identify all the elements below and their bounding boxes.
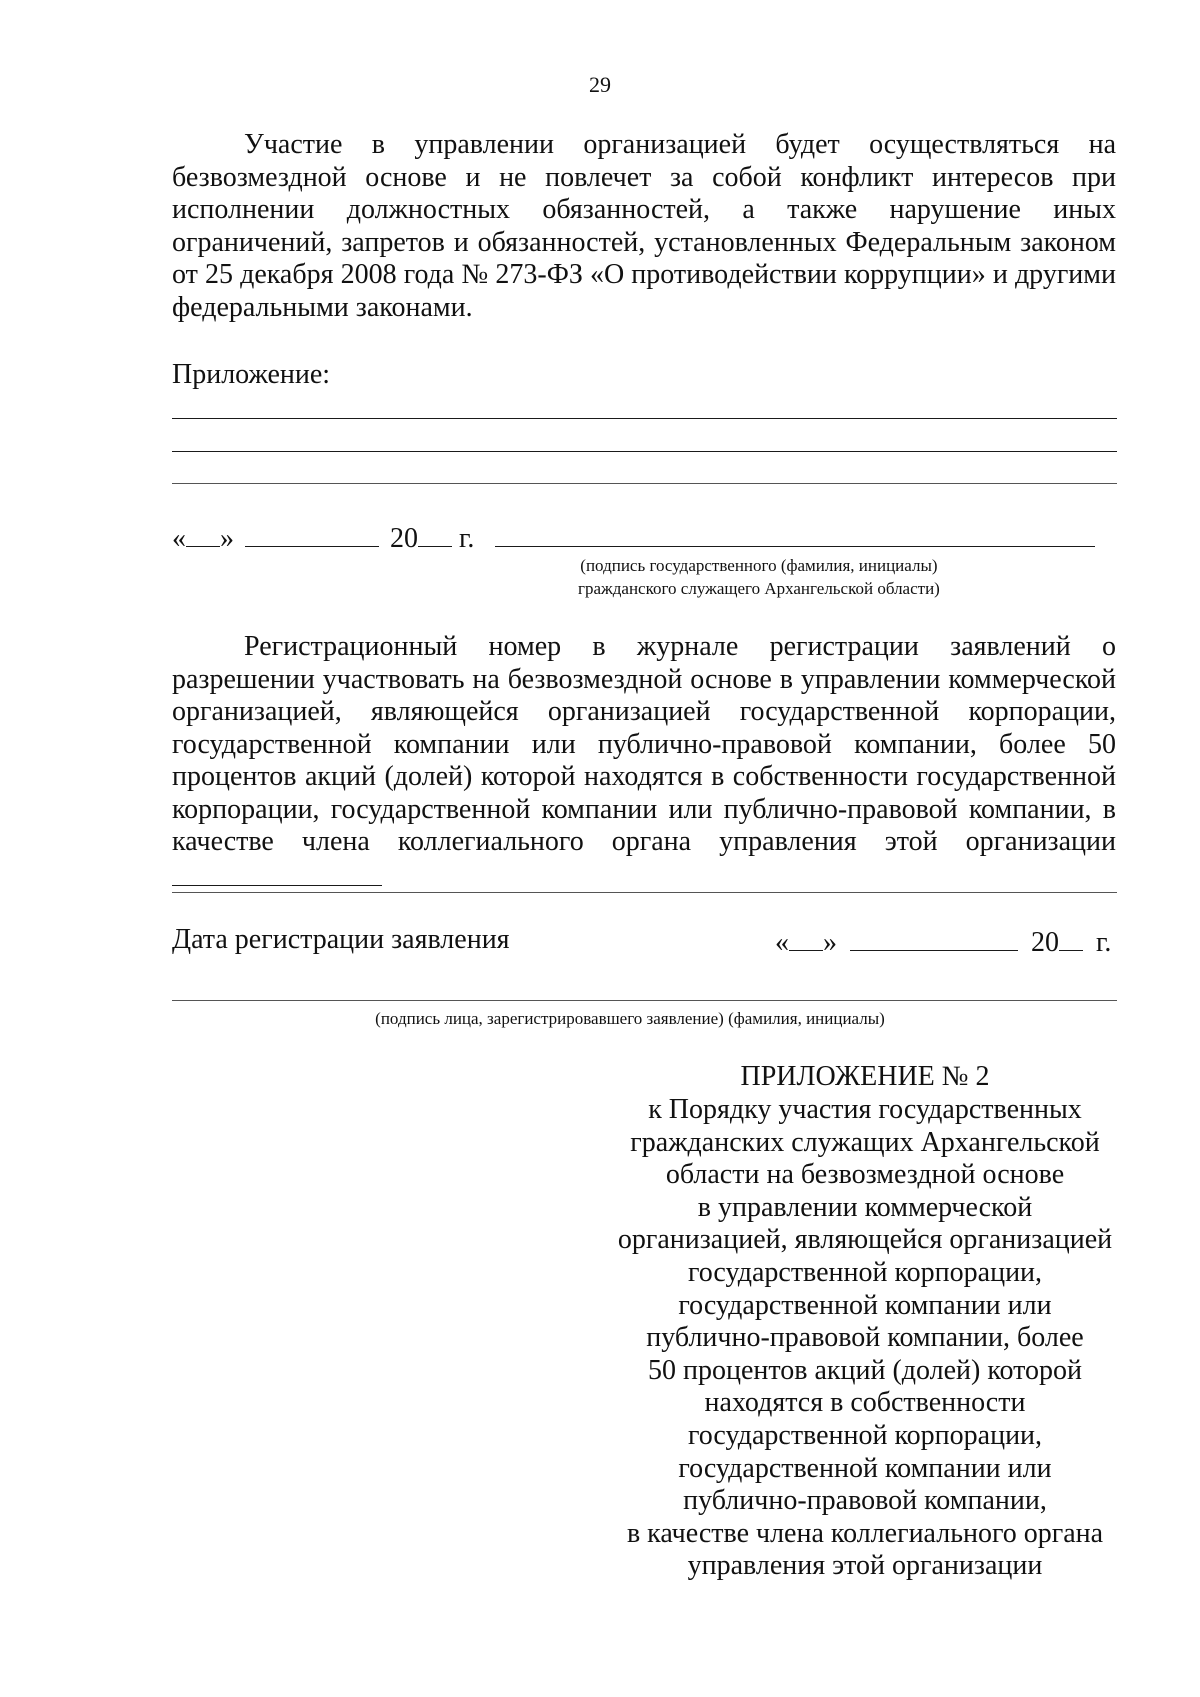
appendix-line: публично-правовой компании, более (646, 1322, 1084, 1354)
appendix-line: публично-правовой компании, (683, 1485, 1047, 1517)
registration-number-paragraph (172, 631, 1116, 894)
appendix-line: находятся в собственности (704, 1387, 1026, 1419)
reg-year-prefix: 20 (1031, 927, 1059, 958)
signature-caption (578, 554, 940, 600)
appendix-line: области на безвозмездной основе (665, 1159, 1065, 1191)
appendix-line: к Порядку участия государственных (648, 1094, 1082, 1125)
reg-year-suffix: г. (1096, 927, 1112, 958)
attachment-line-1 (172, 418, 1117, 419)
appendix-line: государственной компании или (678, 1452, 1052, 1484)
reg-day-blank (789, 924, 823, 951)
appendix-block (605, 1060, 1125, 1583)
reg-month-blank (850, 924, 1018, 951)
signature-caption-line-2: гражданского служащего Архангельской области) (578, 579, 940, 598)
signature-caption-line-1: (подпись государственного (фамилия, инициалы) (580, 556, 938, 575)
conflict-of-interest-paragraph: Участие в управлении организацией будет осуществляться на безвозмездной основе и не повлечет за собой конфликт интересов при исполнении должностных обязанностей, а также нарушение иных ограничений, запретов и обязанностей, установленных Федеральным законом от 25 декабря 2008 года № 273-ФЗ «О противодействии коррупции» и другими федеральными законами. (172, 129, 1116, 323)
signature-date-row (172, 520, 1095, 555)
appendix-title: ПРИЛОЖЕНИЕ № 2 (740, 1061, 990, 1092)
appendix-line: организацией, являющейся организацией (617, 1224, 1113, 1256)
year-prefix: 20 (390, 523, 418, 554)
attachment-line-2 (172, 451, 1117, 452)
page-number: 29 (589, 72, 611, 97)
attachment-line-3 (172, 483, 1117, 484)
registration-date-label: Дата регистрации заявления (172, 924, 510, 955)
day-close-quote: » (220, 523, 234, 554)
day-open-quote: « (172, 523, 186, 554)
appendix-line: государственной корпорации, (687, 1419, 1043, 1451)
appendix-line: управления этой организации (687, 1550, 1043, 1582)
appendix-line: государственной компании или (678, 1289, 1052, 1321)
appendix-line: государственной корпорации, (687, 1256, 1043, 1288)
appendix-line: в управлении коммерческой (697, 1191, 1033, 1223)
signature-blank (495, 520, 1095, 547)
reg-day-close-quote: » (823, 927, 837, 958)
registration-number-blank (172, 859, 382, 886)
attachment-label: Приложение: (172, 359, 331, 390)
reg-year-blank (1059, 924, 1083, 951)
registration-number-line (172, 892, 1117, 893)
day-blank (186, 520, 220, 547)
appendix-line: в качестве члена коллегиального органа (626, 1517, 1104, 1549)
year-blank (418, 520, 452, 547)
registration-date-fields (775, 924, 1111, 959)
registrar-caption: (подпись лица, зарегистрировавшего заявление) (фамилия, инициалы) (375, 1009, 885, 1028)
year-suffix: г. (459, 523, 475, 554)
reg-day-open-quote: « (775, 927, 789, 958)
appendix-line: гражданских служащих Архангельской (630, 1126, 1100, 1158)
month-blank (245, 520, 379, 547)
registration-number-text: Регистрационный номер в журнале регистрации заявлений о разрешении участвовать на безвозмездной основе в управлении коммерческой организацией, являющейся организацией государственной корпорации, государственной компании или публично-правовой компании, более 50 процентов акций (долей) которой находятся в собственности государственной корпорации, государственной компании или публично-правовой компании, в качестве члена коллегиального органа управления этой организации (172, 631, 1116, 857)
registrar-signature-line (172, 1000, 1117, 1001)
appendix-line: 50 процентов акций (долей) которой (647, 1354, 1083, 1386)
